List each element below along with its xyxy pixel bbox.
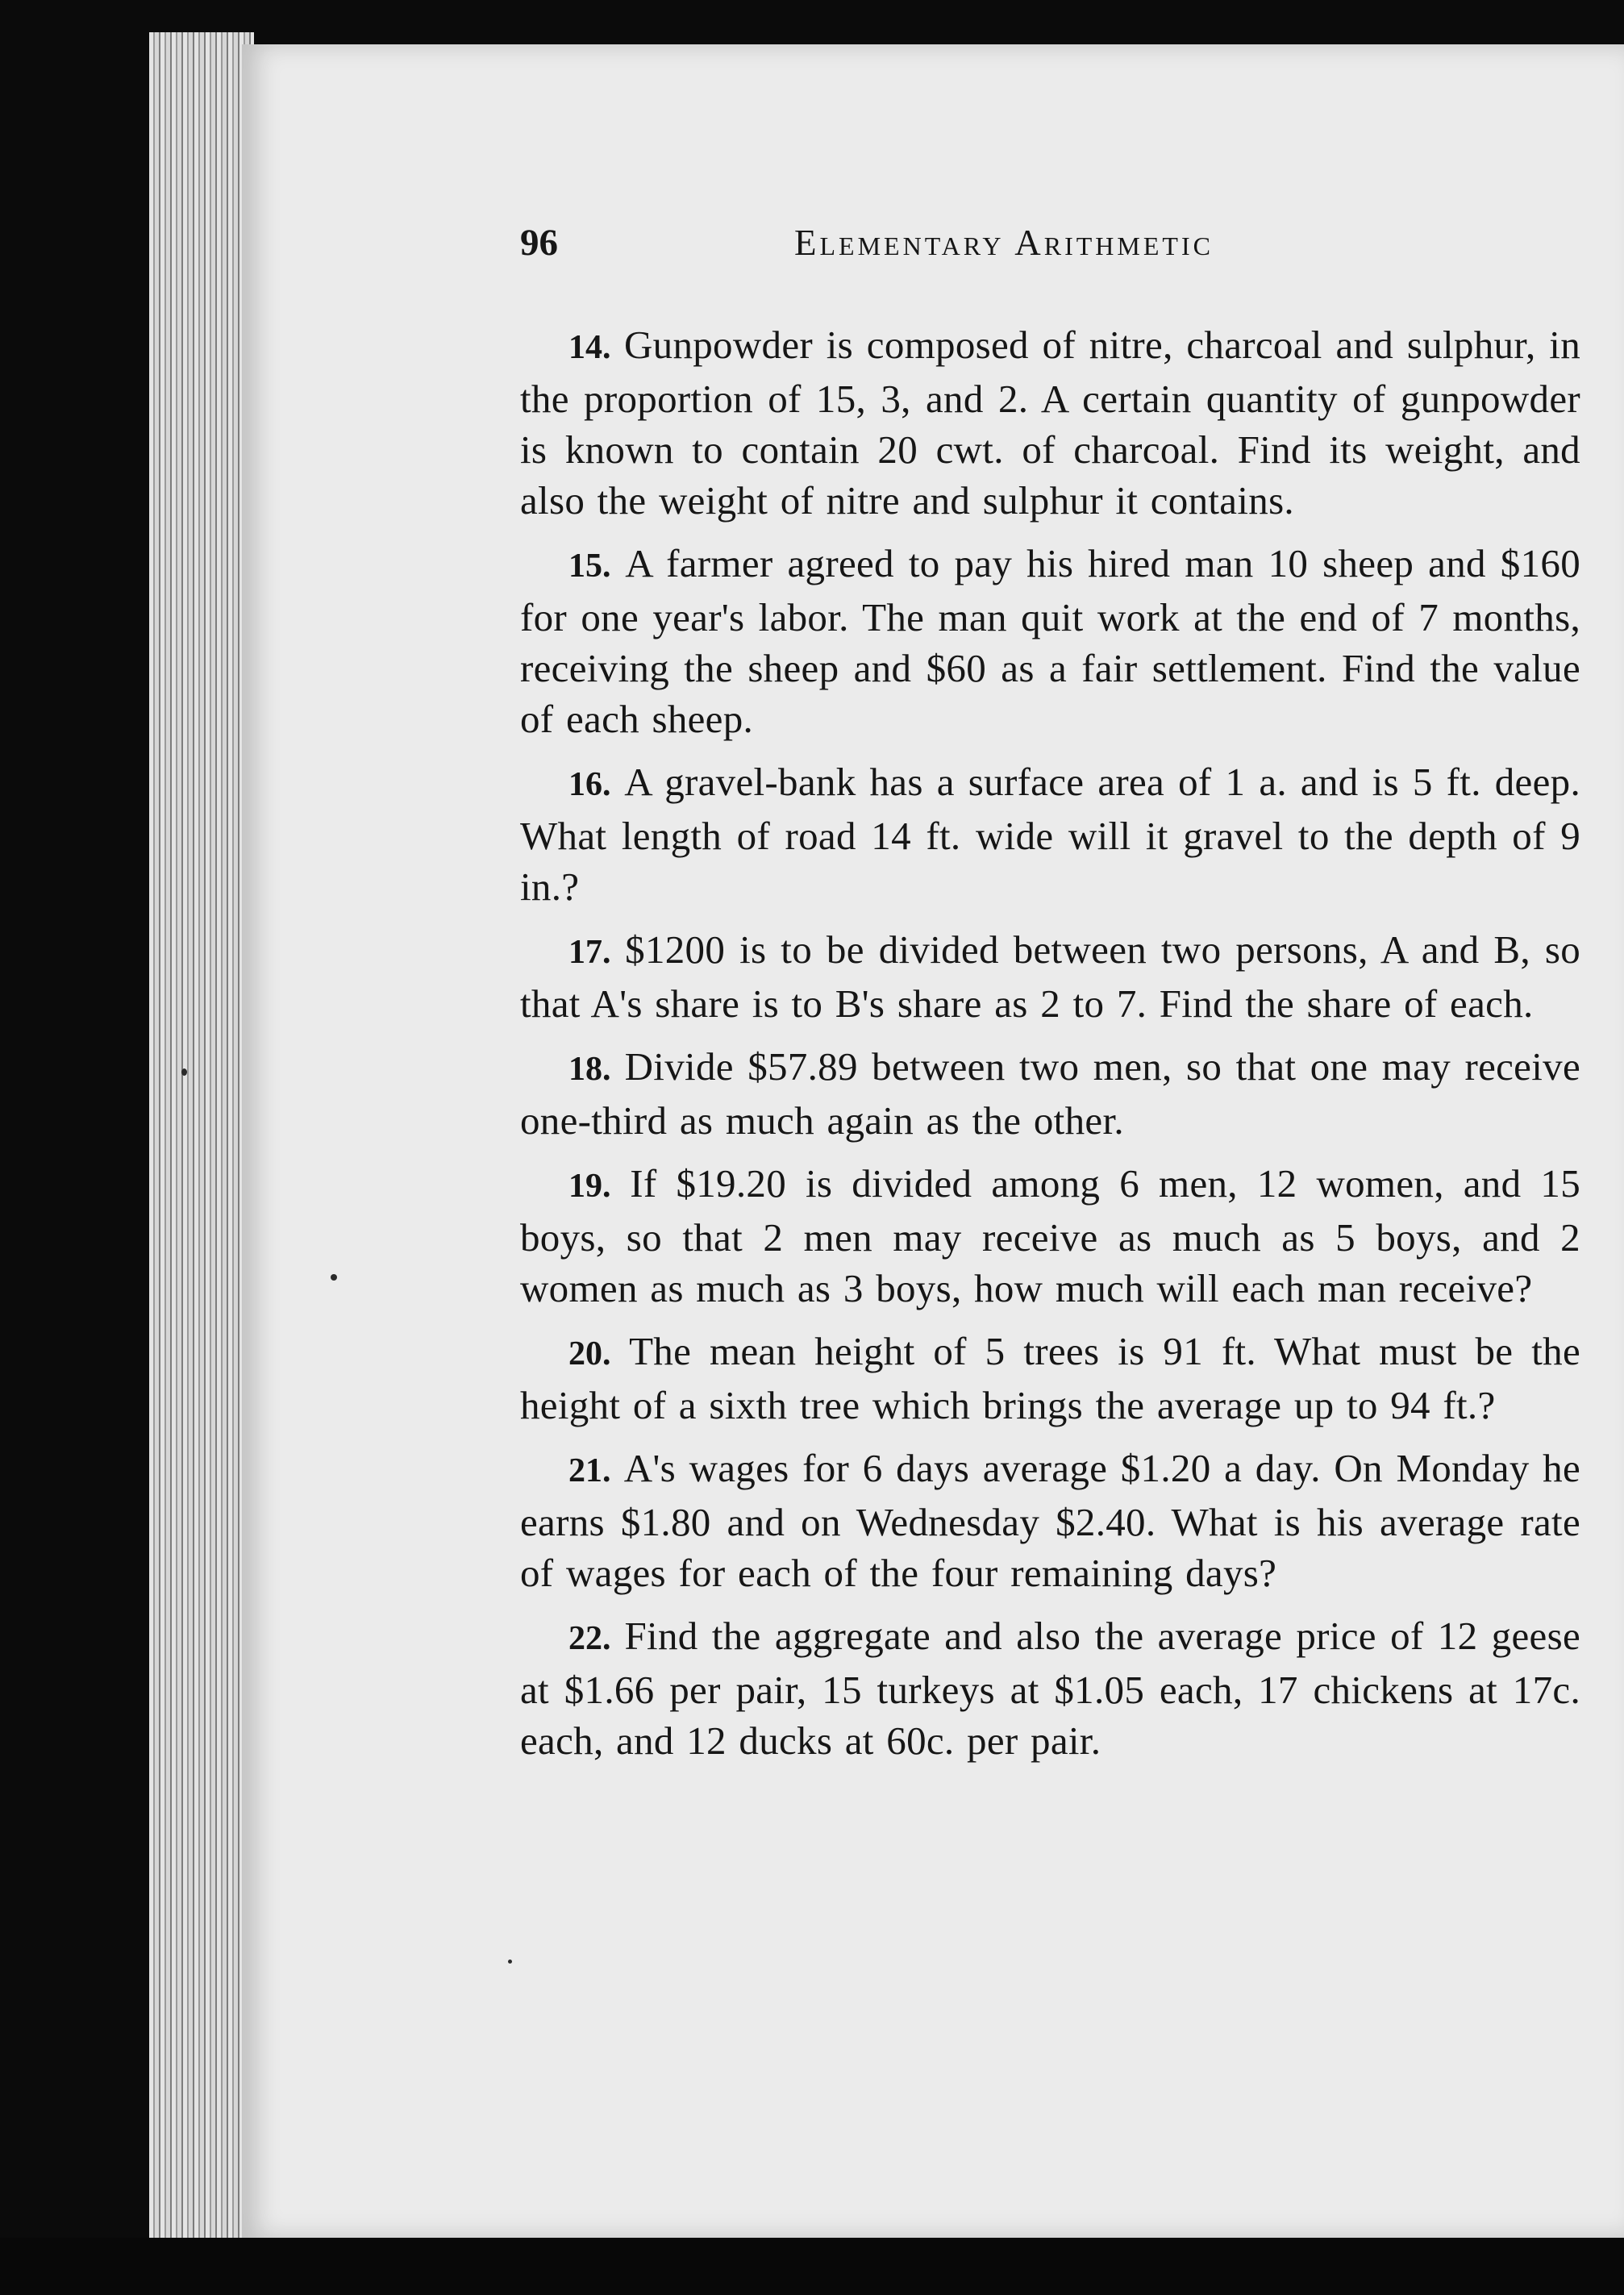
- running-head: Elementary Arithmetic: [794, 223, 1214, 263]
- problem-number: 18.: [568, 1051, 611, 1088]
- problem-number: 20.: [568, 1335, 611, 1372]
- page-edges: [149, 32, 254, 2242]
- problem-text: If $19.20 is divided among 6 men, 12 women, and 15 boys, so that 2 men may receive as much as 5 boys, and 2 women as much as 3 boys, how much will each man receive?: [520, 1161, 1580, 1310]
- problem-number: 21.: [568, 1452, 611, 1489]
- problem-text: Divide $57.89 between two men, so that one may receive one-third as much again as the other.: [520, 1044, 1580, 1143]
- problem-text: Gunpowder is composed of nitre, charcoal and sulphur, in the proportion of 15, 3, and 2. A certain quantity of gunpowder is known to contain 20 cwt. of charcoal. Find its weight, and also the weight of nitre and sulphur it contains.: [520, 323, 1581, 523]
- problem: [520, 1443, 1580, 1598]
- problem-text: A's wages for 6 days average $1.20 a day. On Monday he earns $1.80 and on Wednesday $2.40. What is his average rate of wages for each of the four remaining days?: [520, 1446, 1580, 1595]
- scan-speck: [181, 1068, 187, 1076]
- problem-number: 19.: [568, 1168, 611, 1205]
- problem-number: 17.: [568, 934, 611, 971]
- bottom-dark-strip: [0, 2238, 1624, 2295]
- problem: [520, 319, 1580, 526]
- problem-text: The mean height of 5 trees is 91 ft. What must be the height of a sixth tree which brings the average up to 94 ft.?: [520, 1329, 1580, 1427]
- problem-number: 22.: [568, 1620, 611, 1657]
- page-header: [520, 218, 1580, 282]
- problem-text: A farmer agreed to pay his hired man 10 sheep and $160 for one year's labor. The man quit work at the end of 7 months, receiving the sheep and $60 as a fair settlement. Find the value of each sheep.: [520, 541, 1581, 741]
- problem-text: Find the aggregate and also the average price of 12 geese at $1.66 per pair, 15 turkeys at $1.05 each, 17 chickens at 17c. each, and 12 ducks at 60c. per pair.: [520, 1614, 1580, 1763]
- problem: [520, 1610, 1580, 1766]
- page-number: 96: [520, 222, 558, 264]
- problem-number: 15.: [568, 548, 611, 585]
- problem: [520, 1041, 1580, 1146]
- problem: [520, 1326, 1580, 1431]
- scan-speck: [508, 1960, 512, 1964]
- problem: [520, 1158, 1580, 1314]
- page-content: [520, 218, 1580, 1778]
- problem-number: 14.: [568, 329, 611, 366]
- problem-text: A gravel-bank has a surface area of 1 a. and is 5 ft. deep. What length of road 14 ft. wide will it gravel to the depth of 9 in.?: [520, 760, 1581, 909]
- problem: [520, 756, 1580, 912]
- problem: [520, 538, 1580, 744]
- problem: [520, 924, 1580, 1029]
- scan-speck: [331, 1274, 337, 1281]
- problem-number: 16.: [568, 766, 611, 803]
- problem-text: $1200 is to be divided between two persons, A and B, so that A's share is to B's share as 2 to 7. Find the share of each.: [520, 927, 1581, 1026]
